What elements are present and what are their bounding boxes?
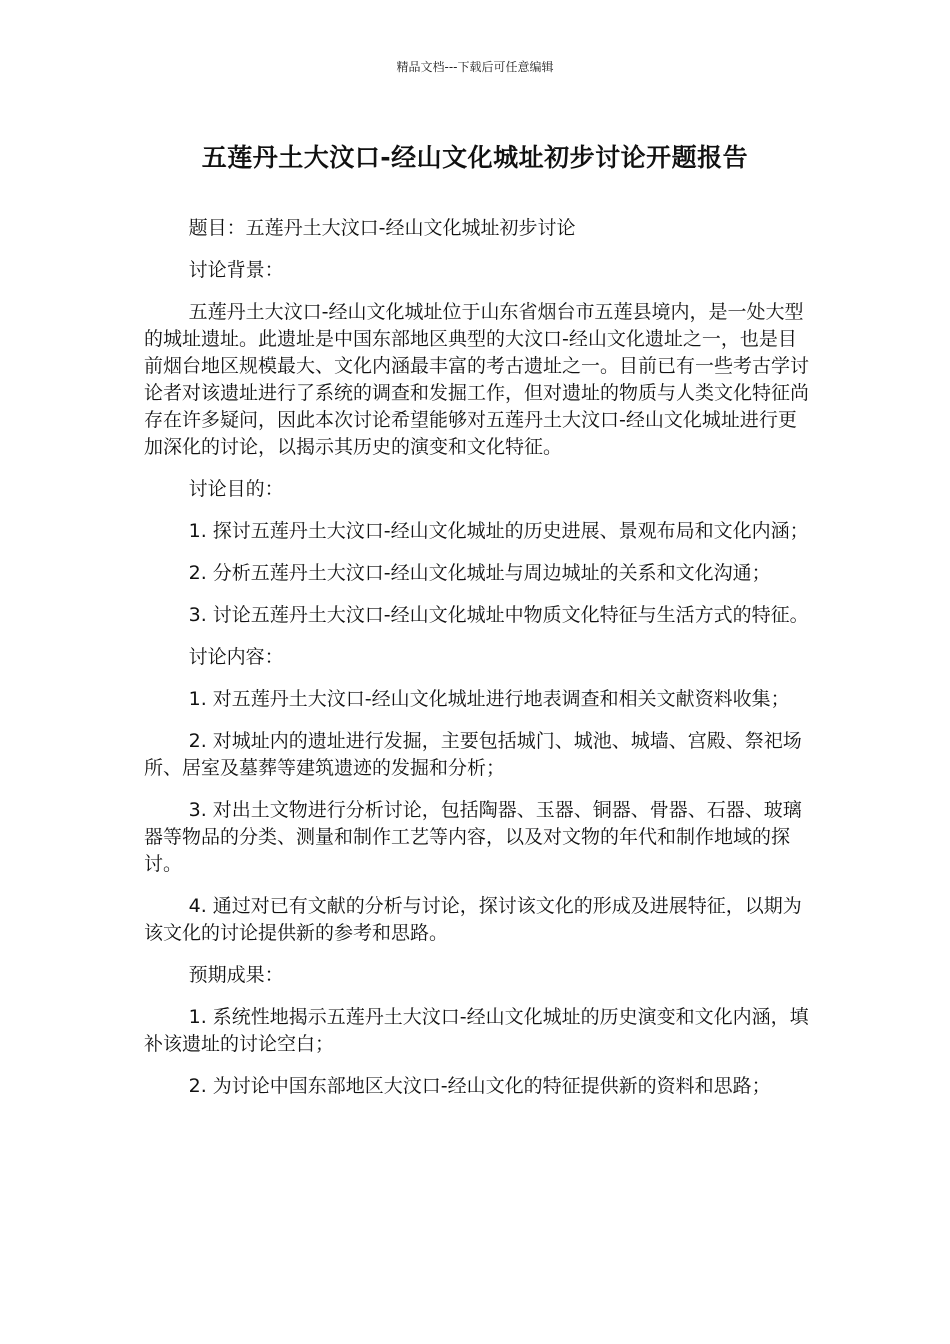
header-note: 精品文档---下载后可任意编辑 (396, 60, 554, 74)
topic-line: 题目：五莲丹土大汶口-经山文化城址初步讨论 (188, 217, 576, 239)
background-paragraph: 五莲丹土大汶口-经山文化城址位于山东省烟台市五莲县境内，是一处大型的城址遗址。此遗址是中国东部地区典型的大汶口-经山文化遗址之一，也是目前烟台地区规模最大、文化内涵最丰富的考古遗址之一。目前已有一些考古学讨论者对该遗址进行了系统的调查和发掘工作，但对遗址的物质与人类文化特征尚存在许多疑问，因此本次讨论希望能够对五莲丹土大汶口-经山文化城址进行更加深化的讨论，以揭示其历史的演变和文化特征。 (144, 301, 810, 458)
content-item: 4. 通过对已有文献的分析与讨论，探讨该文化的形成及进展特征，以期为该文化的讨论提供新的参考和思路。 (144, 895, 802, 944)
section-heading-content: 讨论内容： (188, 646, 284, 668)
objective-item: 3. 讨论五莲丹土大汶口-经山文化城址中物质文化特征与生活方式的特征。 (188, 604, 809, 626)
objective-item: 1. 探讨五莲丹土大汶口-经山文化城址的历史进展、景观布局和文化内涵； (188, 520, 809, 542)
content-item: 2. 对城址内的遗址进行发掘，主要包括城门、城池、城墙、宫殿、祭祀场所、居室及墓葬等建筑遗迹的发掘和分析； (144, 730, 802, 779)
section-heading-results: 预期成果： (188, 964, 284, 986)
section-heading-background: 讨论背景： (188, 259, 284, 281)
document-body (144, 215, 814, 1115)
result-item: 2. 为讨论中国东部地区大汶口-经山文化的特征提供新的资料和思路； (188, 1075, 771, 1097)
objective-item: 2. 分析五莲丹土大汶口-经山文化城址与周边城址的关系和文化沟通； (188, 562, 771, 584)
section-heading-objectives: 讨论目的： (188, 478, 284, 500)
document-title: 五莲丹土大汶口-经山文化城址初步讨论开题报告 (201, 143, 749, 172)
content-item: 3. 对出土文物进行分析讨论，包括陶器、玉器、铜器、骨器、石器、玻璃器等物品的分类、测量和制作工艺等内容，以及对文物的年代和制作地域的探讨。 (144, 799, 802, 875)
content-item: 1. 对五莲丹土大汶口-经山文化城址进行地表调查和相关文献资料收集； (188, 688, 790, 710)
result-item: 1. 系统性地揭示五莲丹土大汶口-经山文化城址的历史演变和文化内涵，填补该遗址的讨论空白； (144, 1006, 809, 1055)
